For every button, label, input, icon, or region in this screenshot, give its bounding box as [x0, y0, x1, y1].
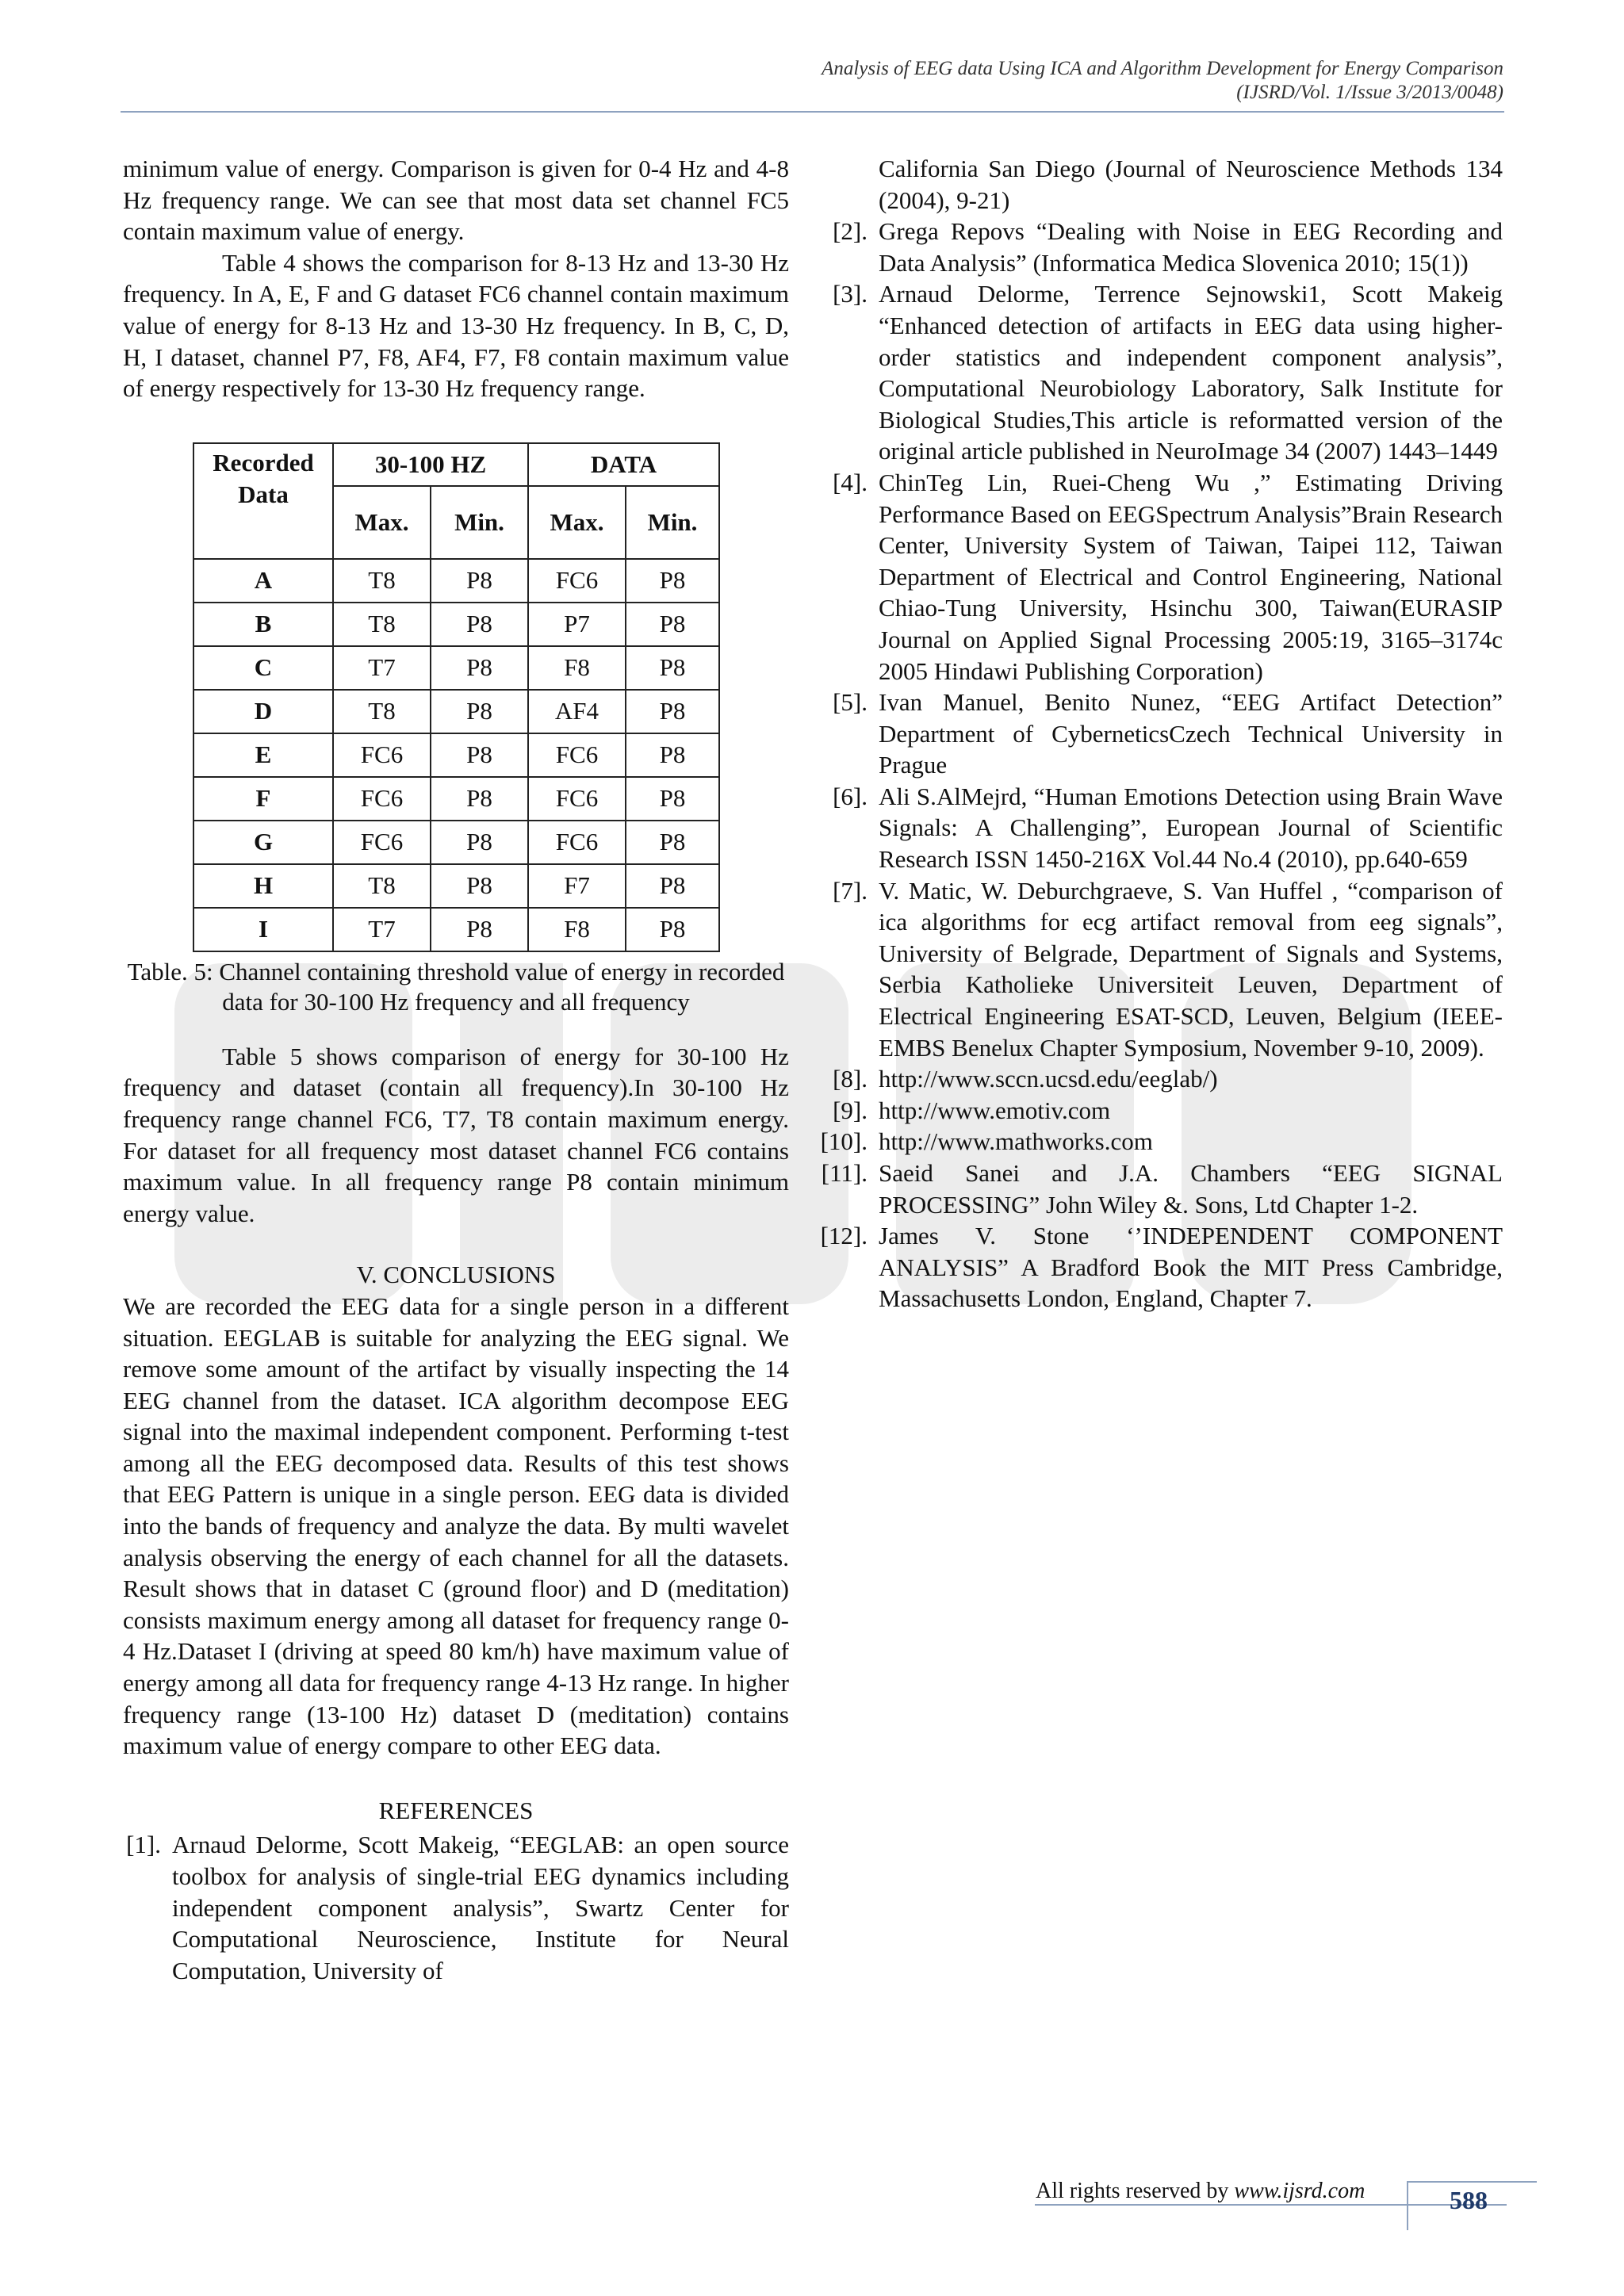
header-journal: (IJSRD/Vol. 1/Issue 3/2013/0048): [1236, 82, 1503, 103]
reference-number: [9].: [833, 1096, 868, 1124]
table-row: [193, 646, 719, 690]
reference-text: Arnaud Delorme, Scott Makeig, “EEGLAB: an open source toolbox for analysis of single-trial EEG dynamics including independent component analysis”, Swartz Center for Computational Neuroscience, Institute for Neural Computation, University of: [172, 1831, 789, 1984]
table-cell: T7: [333, 646, 431, 690]
table-cell: P8: [626, 603, 719, 646]
results-table: [193, 442, 720, 952]
table-cell: P8: [431, 646, 528, 690]
table-cell: P8: [431, 733, 528, 777]
reference-link[interactable]: http://www.mathworks.com: [879, 1127, 1153, 1156]
table-cell: P8: [626, 821, 719, 864]
table-cell: A: [193, 559, 333, 603]
table-cell: P8: [431, 690, 528, 733]
table-cell: P8: [431, 559, 528, 603]
reference-number: [1].: [126, 1831, 161, 1859]
table-cell: P8: [431, 777, 528, 821]
table-row: [193, 908, 719, 951]
table-cell: FC6: [528, 733, 626, 777]
reference-text: Saeid Sanei and J.A. Chambers “EEG SIGNAL PROCESSING” John Wiley &. Sons, Ltd Chapter 1-2.: [879, 1159, 1503, 1219]
table-cell: FC6: [333, 777, 431, 821]
table-row: [193, 777, 719, 821]
reference-item: [817, 1095, 1503, 1127]
table-subheader: Max.: [528, 486, 626, 559]
footer-rights: [1036, 2179, 1365, 2204]
reference-item: [817, 216, 1503, 278]
table-cell: AF4: [528, 690, 626, 733]
table-cell: B: [193, 603, 333, 646]
table-cell: H: [193, 864, 333, 908]
table-cell: F8: [528, 646, 626, 690]
reference-number: [11].: [821, 1159, 868, 1187]
reference-text: ChinTeg Lin, Ruei-Cheng Wu ,” Estimating Driving Performance Based on EEGSpectrum Analysis”Brain Research Center, University System of Taiwan, Taipei 112, Taiwan Department of Electrical and Control Engineering, National Chiao-Tung University, Hsinchu 300, Taiwan(EURASIP Journal on Applied Signal Processing 2005:19, 3165–3174c 2005 Hindawi Publishing Corporation): [879, 468, 1503, 685]
table-subheader: Min.: [626, 486, 719, 559]
table-cell: P8: [626, 646, 719, 690]
reference-link[interactable]: http://www.sccn.ucsd.edu/eeglab/): [879, 1065, 1218, 1093]
table-cell: FC6: [528, 821, 626, 864]
table-cell: P8: [626, 777, 719, 821]
table-cell: I: [193, 908, 333, 951]
reference-text: Ivan Manuel, Benito Nunez, “EEG Artifact Detection” Department of CyberneticsCzech Technical University in Prague: [879, 688, 1503, 779]
table-subheader: Min.: [431, 486, 528, 559]
table-cell: C: [193, 646, 333, 690]
table-header-group-1: 30-100 HZ: [333, 443, 528, 486]
reference-text: James V. Stone ‘’INDEPENDENT COMPONENT ANALYSIS” A Bradford Book the MIT Press Cambridge, Massachusetts London, England, Chapter 7.: [879, 1222, 1503, 1313]
table-row: [193, 603, 719, 646]
table-cell: P8: [626, 690, 719, 733]
table-cell: P8: [431, 603, 528, 646]
table-cell: F: [193, 777, 333, 821]
reference-number: [5].: [833, 688, 868, 717]
table-cell: P7: [528, 603, 626, 646]
reference-number: [4].: [833, 468, 868, 496]
table-cell: P8: [626, 559, 719, 603]
table-cell: FC6: [528, 777, 626, 821]
reference-item: [817, 278, 1503, 467]
reference-text: Grega Repovs “Dealing with Noise in EEG Recording and Data Analysis” (Informatica Medica Slovenica 2010; 15(1)): [879, 217, 1503, 277]
table-cell: T8: [333, 559, 431, 603]
header-title: Analysis of EEG data Using ICA and Algorithm Development for Energy Comparison: [822, 58, 1503, 79]
right-column: [817, 153, 1503, 1314]
left-column: [123, 153, 789, 1986]
reference-text: Ali S.AlMejrd, “Human Emotions Detection using Brain Wave Signals: A Challenging”, European Journal of Scientific Research ISSN 1450-216X Vol.44 No.4 (2010), pp.640-659: [879, 782, 1503, 874]
table-subheader: Max.: [333, 486, 431, 559]
running-header: [155, 57, 1503, 105]
table-header-recorded-data: Recorded Data: [193, 443, 333, 559]
paragraph: We are recorded the EEG data for a single person in a different situation. EEGLAB is suitable for analyzing the EEG signal. We remove some amount of the artifact by visually inspecting the 14 EEG channel from the dataset. ICA algorithm decompose EEG signal into the maximal independent component. Performing t-test among all the EEG decomposed data. Results of this test shows that EEG Pattern is unique in a single person. EEG data is divided into the bands of frequency and analyze the data. By multi wavelet analysis observing the energy of each channel for all the datasets. Result shows that in dataset C (ground floor) and D (meditation) consists maximum energy among all dataset for frequency range 0-4 Hz.Dataset I (driving at speed 80 km/h) have maximum value of energy among all data for frequency range 4-13 Hz range. In higher frequency range (13-100 Hz) dataset D (meditation) contains maximum value of energy compare to other EEG data.: [123, 1292, 789, 1760]
reference-item: [817, 153, 1503, 216]
reference-number: [817, 153, 879, 216]
footer-site-link[interactable]: www.ijsrd.com: [1234, 2179, 1365, 2203]
table-caption: Table. 5: Channel containing threshold value of energy in recorded data for 30-100 Hz frequency and all frequency: [127, 957, 785, 1016]
reference-list: [817, 153, 1503, 1314]
reference-text: Arnaud Delorme, Terrence Sejnowski1, Scott Makeig “Enhanced detection of artifacts in EEG data using higher-order statistics and independent component analysis”, Computational Neurobiology Laboratory, Salk Institute for Biological Studies,This article is reformatted version of the original article published in NeuroImage 34 (2007) 1443–1449: [879, 280, 1503, 465]
table-row: [193, 733, 719, 777]
table-cell: F8: [528, 908, 626, 951]
table-row: [193, 821, 719, 864]
reference-item: [817, 467, 1503, 687]
table-cell: E: [193, 733, 333, 777]
table-cell: T8: [333, 864, 431, 908]
table-row: [193, 690, 719, 733]
table-cell: F7: [528, 864, 626, 908]
table-cell: G: [193, 821, 333, 864]
table-cell: FC6: [333, 733, 431, 777]
reference-item: [817, 1220, 1503, 1314]
paragraph: minimum value of energy. Comparison is given for 0-4 Hz and 4-8 Hz frequency range. We can see that most data set channel FC5 contain maximum value of energy.: [123, 155, 789, 246]
table-cell: T8: [333, 603, 431, 646]
reference-item: [817, 687, 1503, 781]
section-heading-references: REFERENCES: [378, 1796, 534, 1824]
reference-item: [817, 1126, 1503, 1158]
table-cell: P8: [626, 908, 719, 951]
reference-item: [817, 1158, 1503, 1220]
table-header-group-2: DATA: [528, 443, 719, 486]
reference-number: [10].: [820, 1127, 868, 1156]
footer-rights-text: All rights reserved by: [1036, 2179, 1235, 2203]
reference-number: [2].: [833, 217, 868, 246]
paragraph: Table 4 shows the comparison for 8-13 Hz and 13-30 Hz frequency. In A, E, F and G dataset FC6 channel contain maximum value of energy for 8-13 Hz and 13-30 Hz frequency. In B, C, D, H, I dataset, channel P7, F8, AF4, F7, F8 contain maximum value of energy respectively for 13-30 Hz frequency range.: [123, 248, 789, 403]
table-cell: T7: [333, 908, 431, 951]
table-cell: P8: [431, 908, 528, 951]
section-heading-conclusions: V. CONCLUSIONS: [356, 1261, 556, 1289]
reference-number: [12].: [820, 1222, 868, 1250]
reference-item: [123, 1829, 789, 1986]
table-cell: P8: [626, 733, 719, 777]
reference-text: California San Diego (Journal of Neuroscience Methods 134 (2004), 9-21): [879, 155, 1503, 214]
table-cell: P8: [431, 864, 528, 908]
reference-item: [817, 1063, 1503, 1095]
reference-number: [3].: [833, 280, 868, 308]
reference-number: [7].: [833, 876, 868, 905]
table-cell: T8: [333, 690, 431, 733]
table-cell: P8: [626, 864, 719, 908]
header-rule: [121, 111, 1504, 113]
table-cell: FC6: [528, 559, 626, 603]
table-cell: P8: [431, 821, 528, 864]
reference-number: [8].: [833, 1065, 868, 1093]
reference-link[interactable]: http://www.emotiv.com: [879, 1096, 1111, 1124]
paragraph: Table 5 shows comparison of energy for 30-100 Hz frequency and dataset (contain all frequency).In 30-100 Hz frequency range channel FC6, T7, T8 contain maximum energy. For dataset for all frequency most dataset channel FC6 contains maximum value. In all frequency range P8 contain minimum energy value.: [123, 1042, 789, 1227]
reference-item: [817, 781, 1503, 875]
reference-item: [817, 875, 1503, 1064]
table-cell: FC6: [333, 821, 431, 864]
table-row: [193, 864, 719, 908]
table-cell: D: [193, 690, 333, 733]
reference-number: [6].: [833, 782, 868, 810]
table-row: [193, 559, 719, 603]
reference-list: [123, 1829, 789, 1986]
reference-text: V. Matic, W. Deburchgraeve, S. Van Huffel , “comparison of ica algorithms for ecg artifact removal from eeg signals”, University of Belgrade, Department of Signals and Systems, Serbia Katholieke Universiteit Leuven, Department of Electrical Engineering ESAT-SCD, Leuven, Belgium (IEEE-EMBS Benelux Chapter Symposium, November 9-10, 2009).: [879, 876, 1503, 1062]
page-number: 588: [1450, 2186, 1488, 2214]
